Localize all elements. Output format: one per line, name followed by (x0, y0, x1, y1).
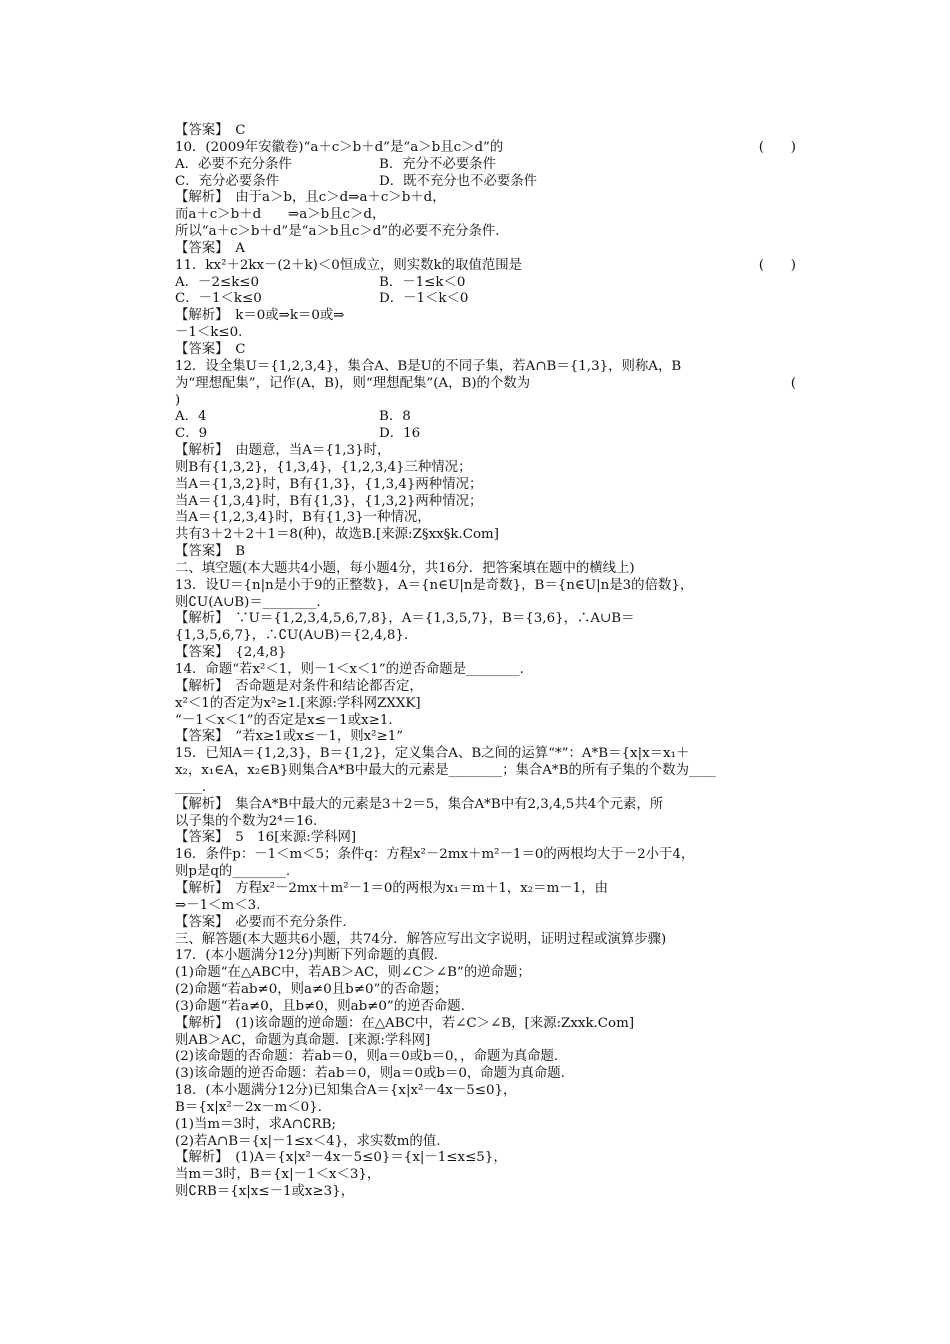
text-line: 【解析】 否命题是对条件和结论都否定， (175, 678, 423, 694)
text-line: “－1＜x＜1”的否定是x≤－1或x≥1. (175, 712, 393, 728)
question-line (175, 376, 800, 393)
document-body (175, 123, 800, 1201)
option-row (175, 275, 800, 292)
text-line: －1＜k≤0. (175, 325, 243, 341)
option-row (175, 291, 800, 308)
text-line: 【答案】 C (175, 123, 246, 138)
question-text: 10．(2009年安徽卷)“a＋c＞b＋d”是“a＞b且c＞d”的 (175, 139, 504, 155)
text-line: 【解析】 (1)该命题的逆命题：在△ABC中，若∠C＞∠B，[来源:Zxxk.Com] (175, 1015, 635, 1031)
option-text: C．－1＜k≤0 (175, 291, 262, 307)
text-line: 15．已知A＝{1,2,3}，B＝{1,2}，定义集合A、B之间的运算“*”：A*B＝{x|x＝x₁＋ (175, 746, 690, 762)
text-line: x²＜1的否定为x²≥1.[来源:学科网ZXXK] (175, 695, 421, 711)
text-line: 三、解答题(本大题共6小题，共74分．解答应写出文字说明，证明过程或演算步骤) (175, 931, 667, 947)
option-text: D．－1＜k＜0 (379, 291, 469, 307)
text-line: 16．条件p：－1＜m＜5；条件q：方程x²－2mx＋m²－1＝0的两根均大于－2小于4， (175, 847, 695, 863)
text-line: ⇒－1＜m＜3. (175, 897, 261, 913)
option-row (175, 157, 800, 174)
text-line: 【解析】 由题意，当A＝{1,3}时， (175, 443, 391, 459)
option-text: A．－2≤k≤0 (175, 274, 260, 290)
answer-blank: ( ) (758, 257, 796, 273)
answer-blank: ( (790, 375, 796, 391)
text-line: 【答案】 “若x≥1或x≤－1，则x²≥1” (175, 729, 404, 745)
option-text: C．9 (175, 426, 208, 442)
text-line: 二、填空题(本大题共4小题，每小题4分，共16分．把答案填在题中的横线上) (175, 560, 635, 576)
text-line: (3)命题“若a≠0，且b≠0，则ab≠0”的逆否命题. (175, 998, 465, 1014)
text-line: (1)命题“在△ABC中，若AB＞AC，则∠C＞∠B”的逆命题； (175, 965, 531, 981)
option-text: D．既不充分也不必要条件 (379, 173, 538, 189)
text-line: 【解析】 k＝0或⇒k＝0或⇒ (175, 308, 345, 324)
option-row (175, 174, 800, 191)
text-line: 【答案】 {2,4,8} (175, 645, 287, 661)
question-line (175, 140, 800, 157)
text-line: 则∁U(A∪B)＝________. (175, 594, 321, 610)
text-line: ____. (175, 779, 207, 795)
option-text: D．16 (379, 426, 421, 442)
option-text: B．－1≤k＜0 (379, 274, 466, 290)
text-line: 【解析】 ∵U＝{1,2,3,4,5,6,7,8}，A＝{1,3,5,7}，B＝{3,6}，∴A∪B＝ (175, 611, 635, 627)
text-line: 18．(本小题满分12分)已知集合A＝{x|x²－4x－5≤0}， (175, 1083, 517, 1099)
text-line: 当A＝{1,3,2}时，B有{1,3}，{1,3,4}两种情况； (175, 476, 483, 492)
text-line: 【解析】 (1)A＝{x|x²－4x－5≤0}＝{x|－1≤x≤5}， (175, 1150, 507, 1166)
text-line: 则p是q的________. (175, 864, 291, 880)
text-line: 【答案】 必要而不充分条件. (175, 914, 347, 930)
text-line: 【解析】 方程x²－2mx＋m²－1＝0的两根为x₁＝m＋1，x₂＝m－1，由 (175, 880, 608, 896)
option-text: A．4 (175, 409, 207, 425)
text-line: 【解析】 集合A*B中最大的元素是3＋2＝5，集合A*B中有2,3,4,5共4个元素，所 (175, 796, 664, 812)
text-line: 【答案】 A (175, 240, 245, 256)
option-text: A．必要不充分条件 (175, 156, 292, 172)
text-line: 所以“a＋c＞b＋d”是“a＞b且c＞d”的必要不充分条件． (175, 224, 509, 240)
text-line: 则AB＞AC，命题为真命题．[来源:学科网] (175, 1032, 431, 1048)
text-line: 则B有{1,3,2}，{1,3,4}，{1,2,3,4}三种情况； (175, 459, 472, 475)
text-line: 13．设U＝{n|n是小于9的正整数}，A＝{n∈U|n是奇数}，B＝{n∈U|n是3的倍数}， (175, 577, 694, 593)
text-line: 14．命题“若x²＜1，则－1＜x＜1”的逆否命题是________. (175, 662, 524, 677)
text-line: 【答案】 B (175, 544, 246, 560)
text-line: 当m＝3时，B＝{x|－1＜x＜3}， (175, 1167, 381, 1183)
text-line: (3)该命题的逆否命题：若ab＝0，则a＝0或b＝0，命题为真命题. (175, 1066, 565, 1082)
text-line: {1,3,5,6,7}，∴∁U(A∪B)＝{2,4,8}. (175, 628, 409, 644)
text-line: 【答案】 5 16[来源:学科网] (175, 830, 357, 846)
text-line: 则∁RB＝{x|x≤－1或x≥3}， (175, 1184, 355, 1200)
question-text: 11．kx²＋2kx－(2＋k)＜0恒成立，则实数k的取值范围是 (175, 257, 523, 273)
question-text: 为“理想配集”，记作(A，B)，则“理想配集”(A，B)的个数为 (175, 375, 531, 391)
answer-blank: ( ) (758, 139, 796, 155)
text-line: 共有3＋2＋2＋1＝8(种)，故选B.[来源:Z§xx§k.Com] (175, 527, 499, 543)
text-line: 当A＝{1,3,4}时，B有{1,3}，{1,3,2}两种情况； (175, 493, 483, 509)
text-line: 而a＋c＞b＋d ⇒a＞b且c＞d， (175, 207, 386, 223)
option-text: C．充分必要条件 (175, 173, 279, 189)
text-line: 当A＝{1,2,3,4}时，B有{1,3}一种情况， (175, 510, 431, 526)
text-line: (2)命题“若ab≠0，则a≠0且b≠0”的否命题； (175, 982, 448, 998)
text-line: 12．设全集U＝{1,2,3,4}，集合A、B是U的不同子集，若A∩B＝{1,3}，则称A，B (175, 358, 682, 374)
option-text: B．8 (379, 409, 411, 425)
text-line: B＝{x|x²－2x－m＜0}． (175, 1099, 332, 1115)
option-text: B．充分不必要条件 (379, 156, 496, 172)
text-line: (2)若A∩B＝{x|－1≤x＜4}，求实数m的值. (175, 1133, 441, 1149)
text-line: (2)该命题的否命题：若ab＝0，则a＝0或b＝0，，命题为真命题. (175, 1049, 559, 1065)
text-line: 【答案】 C (175, 341, 246, 357)
option-row (175, 409, 800, 426)
text-line: ) (175, 392, 181, 408)
question-line (175, 258, 800, 275)
text-line: x₂，x₁∈A，x₂∈B}则集合A*B中最大的元素是________；集合A*B的所有子集的个数为____ (175, 763, 716, 779)
option-row (175, 426, 800, 443)
text-line: (1)当m＝3时，求A∩∁RB; (175, 1116, 336, 1132)
text-line: 以子集的个数为2⁴＝16. (175, 813, 318, 829)
text-line: 【解析】 由于a＞b，且c＞d⇒a＋c＞b＋d， (175, 190, 446, 206)
text-line: 17．(本小题满分12分)判断下列命题的真假. (175, 948, 439, 964)
